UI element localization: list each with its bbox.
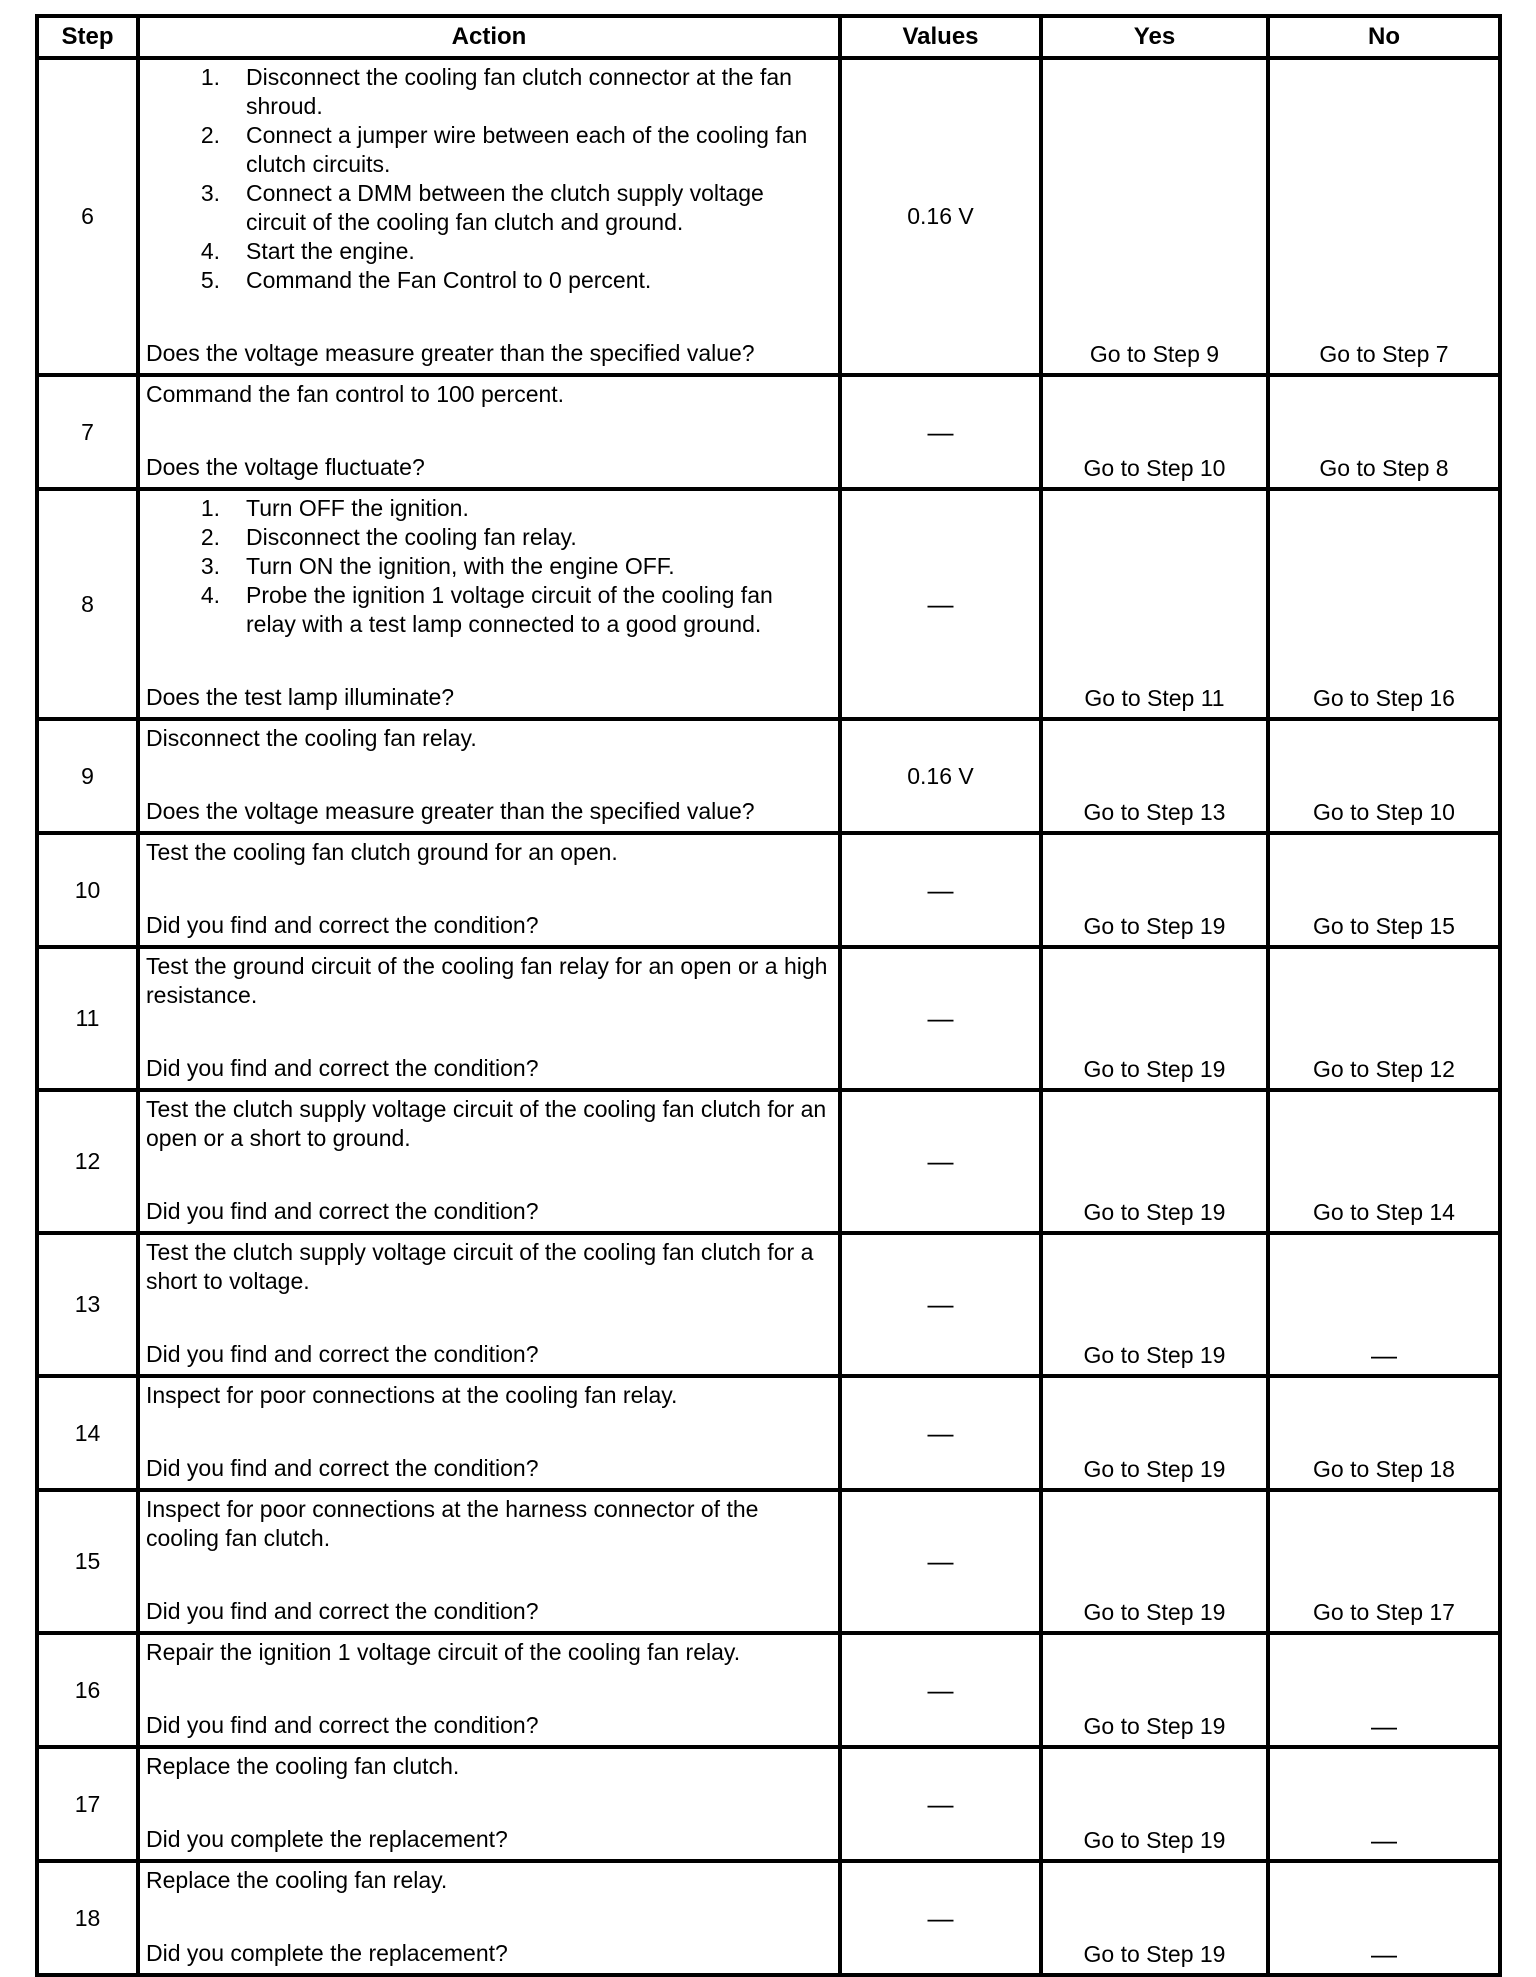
action-cell xyxy=(138,947,840,1090)
step-number: 15 xyxy=(37,1490,138,1633)
step-number: 12 xyxy=(37,1090,138,1233)
step-number: 10 xyxy=(37,833,138,947)
table-row xyxy=(37,1747,1500,1861)
list-text: Disconnect the cooling fan relay. xyxy=(246,524,577,550)
table-row xyxy=(37,833,1500,947)
instruction-text: Test the clutch supply voltage circuit of the cooling fan clutch for an open or a short to ground. xyxy=(146,1096,827,1151)
yes-cell: Go to Step 19 xyxy=(1041,1490,1268,1633)
value-cell: — xyxy=(840,833,1041,947)
question-text: Does the voltage fluctuate? xyxy=(146,454,425,480)
list-text: Disconnect the cooling fan clutch connector at the fan shroud. xyxy=(246,64,792,119)
list-item xyxy=(146,121,828,179)
yes-cell: Go to Step 19 xyxy=(1041,1633,1268,1747)
diagnostic-table-page xyxy=(35,14,1498,1977)
list-text: Connect a DMM between the clutch supply voltage circuit of the cooling fan clutch and ground. xyxy=(246,180,764,235)
action-cell xyxy=(138,489,840,719)
instruction-text: Command the fan control to 100 percent. xyxy=(146,381,565,407)
table-row xyxy=(37,1090,1500,1233)
yes-cell: Go to Step 11 xyxy=(1041,489,1268,719)
yes-cell: Go to Step 19 xyxy=(1041,1090,1268,1233)
list-text: Turn OFF the ignition. xyxy=(246,495,469,521)
instruction-text: Test the cooling fan clutch ground for an open. xyxy=(146,839,618,865)
list-number: 3. xyxy=(200,553,220,579)
header-step: Step xyxy=(37,16,138,58)
table-row xyxy=(37,58,1500,375)
yes-cell: Go to Step 19 xyxy=(1041,1376,1268,1490)
list-number: 4. xyxy=(200,582,220,608)
value-cell: — xyxy=(840,1490,1041,1633)
value-cell: — xyxy=(840,489,1041,719)
no-cell: Go to Step 15 xyxy=(1268,833,1500,947)
no-cell: Go to Step 7 xyxy=(1268,58,1500,375)
table-row xyxy=(37,1633,1500,1747)
no-cell: Go to Step 8 xyxy=(1268,375,1500,489)
yes-cell: Go to Step 10 xyxy=(1041,375,1268,489)
header-yes: Yes xyxy=(1041,16,1268,58)
list-text: Turn ON the ignition, with the engine OFF. xyxy=(246,553,675,579)
question-text: Does the voltage measure greater than the specified value? xyxy=(146,798,755,824)
question-text: Did you find and correct the condition? xyxy=(146,1341,539,1367)
list-number: 2. xyxy=(200,122,220,148)
value-cell: 0.16 V xyxy=(840,719,1041,833)
diagnostic-steps-table xyxy=(35,14,1502,1977)
yes-cell: Go to Step 19 xyxy=(1041,947,1268,1090)
question-text: Did you find and correct the condition? xyxy=(146,1198,539,1224)
no-cell: Go to Step 17 xyxy=(1268,1490,1500,1633)
no-cell: Go to Step 16 xyxy=(1268,489,1500,719)
question-text: Did you complete the replacement? xyxy=(146,1826,508,1852)
list-number: 1. xyxy=(200,495,220,521)
step-number: 9 xyxy=(37,719,138,833)
list-item xyxy=(146,552,828,581)
header-values: Values xyxy=(840,16,1041,58)
table-row xyxy=(37,375,1500,489)
step-number: 14 xyxy=(37,1376,138,1490)
action-cell xyxy=(138,1233,840,1376)
step-number: 17 xyxy=(37,1747,138,1861)
step-number: 6 xyxy=(37,58,138,375)
table-row xyxy=(37,1490,1500,1633)
action-cell xyxy=(138,375,840,489)
header-no: No xyxy=(1268,16,1500,58)
list-item xyxy=(146,581,828,639)
list-number: 5. xyxy=(200,267,220,293)
value-cell: — xyxy=(840,1633,1041,1747)
yes-cell: Go to Step 19 xyxy=(1041,1747,1268,1861)
value-cell: — xyxy=(840,1090,1041,1233)
action-cell xyxy=(138,1376,840,1490)
yes-cell: Go to Step 9 xyxy=(1041,58,1268,375)
question-text: Did you find and correct the condition? xyxy=(146,1055,539,1081)
table-body xyxy=(37,58,1500,1975)
value-cell: — xyxy=(840,947,1041,1090)
question-text: Did you find and correct the condition? xyxy=(146,1712,539,1738)
instruction-text: Inspect for poor connections at the cooling fan relay. xyxy=(146,1382,678,1408)
action-list xyxy=(146,63,828,295)
instruction-text: Replace the cooling fan relay. xyxy=(146,1867,448,1893)
value-cell: — xyxy=(840,1376,1041,1490)
list-item xyxy=(146,237,828,266)
question-text: Did you complete the replacement? xyxy=(146,1940,508,1966)
list-text: Probe the ignition 1 voltage circuit of the cooling fan relay with a test lamp connected to a good ground. xyxy=(246,582,773,637)
action-cell xyxy=(138,1861,840,1975)
list-number: 2. xyxy=(200,524,220,550)
yes-cell: Go to Step 13 xyxy=(1041,719,1268,833)
question-text: Does the voltage measure greater than the specified value? xyxy=(146,340,755,366)
list-number: 3. xyxy=(200,180,220,206)
step-number: 16 xyxy=(37,1633,138,1747)
yes-cell: Go to Step 19 xyxy=(1041,833,1268,947)
table-row xyxy=(37,1233,1500,1376)
list-item xyxy=(146,494,828,523)
action-cell xyxy=(138,1490,840,1633)
no-cell: Go to Step 12 xyxy=(1268,947,1500,1090)
list-item xyxy=(146,266,828,295)
action-cell xyxy=(138,719,840,833)
value-cell: 0.16 V xyxy=(840,58,1041,375)
header-action: Action xyxy=(138,16,840,58)
instruction-text: Test the ground circuit of the cooling fan relay for an open or a high resistance. xyxy=(146,953,828,1008)
step-number: 7 xyxy=(37,375,138,489)
no-cell: — xyxy=(1268,1861,1500,1975)
action-list xyxy=(146,494,828,639)
list-item xyxy=(146,63,828,121)
list-item xyxy=(146,523,828,552)
instruction-text: Replace the cooling fan clutch. xyxy=(146,1753,460,1779)
instruction-text: Disconnect the cooling fan relay. xyxy=(146,725,477,751)
header-row xyxy=(37,16,1500,58)
action-cell xyxy=(138,1633,840,1747)
list-number: 1. xyxy=(200,64,220,90)
table-row xyxy=(37,947,1500,1090)
list-number: 4. xyxy=(200,238,220,264)
list-text: Connect a jumper wire between each of the cooling fan clutch circuits. xyxy=(246,122,808,177)
list-text: Start the engine. xyxy=(246,238,415,264)
question-text: Did you find and correct the condition? xyxy=(146,912,539,938)
no-cell: Go to Step 10 xyxy=(1268,719,1500,833)
yes-cell: Go to Step 19 xyxy=(1041,1233,1268,1376)
action-cell xyxy=(138,1747,840,1861)
instruction-text: Repair the ignition 1 voltage circuit of the cooling fan relay. xyxy=(146,1639,741,1665)
no-cell: Go to Step 18 xyxy=(1268,1376,1500,1490)
value-cell: — xyxy=(840,375,1041,489)
question-text: Does the test lamp illuminate? xyxy=(146,684,455,710)
no-cell: — xyxy=(1268,1233,1500,1376)
step-number: 18 xyxy=(37,1861,138,1975)
instruction-text: Test the clutch supply voltage circuit of the cooling fan clutch for a short to voltage. xyxy=(146,1239,814,1294)
table-row xyxy=(37,1861,1500,1975)
question-text: Did you find and correct the condition? xyxy=(146,1598,539,1624)
no-cell: — xyxy=(1268,1747,1500,1861)
no-cell: — xyxy=(1268,1633,1500,1747)
no-cell: Go to Step 14 xyxy=(1268,1090,1500,1233)
table-row xyxy=(37,1376,1500,1490)
value-cell: — xyxy=(840,1233,1041,1376)
instruction-text: Inspect for poor connections at the harness connector of the cooling fan clutch. xyxy=(146,1496,759,1551)
action-cell xyxy=(138,58,840,375)
value-cell: — xyxy=(840,1861,1041,1975)
step-number: 11 xyxy=(37,947,138,1090)
step-number: 8 xyxy=(37,489,138,719)
value-cell: — xyxy=(840,1747,1041,1861)
step-number: 13 xyxy=(37,1233,138,1376)
table-row xyxy=(37,719,1500,833)
list-item xyxy=(146,179,828,237)
list-text: Command the Fan Control to 0 percent. xyxy=(246,267,652,293)
yes-cell: Go to Step 19 xyxy=(1041,1861,1268,1975)
action-cell xyxy=(138,1090,840,1233)
question-text: Did you find and correct the condition? xyxy=(146,1455,539,1481)
table-row xyxy=(37,489,1500,719)
action-cell xyxy=(138,833,840,947)
